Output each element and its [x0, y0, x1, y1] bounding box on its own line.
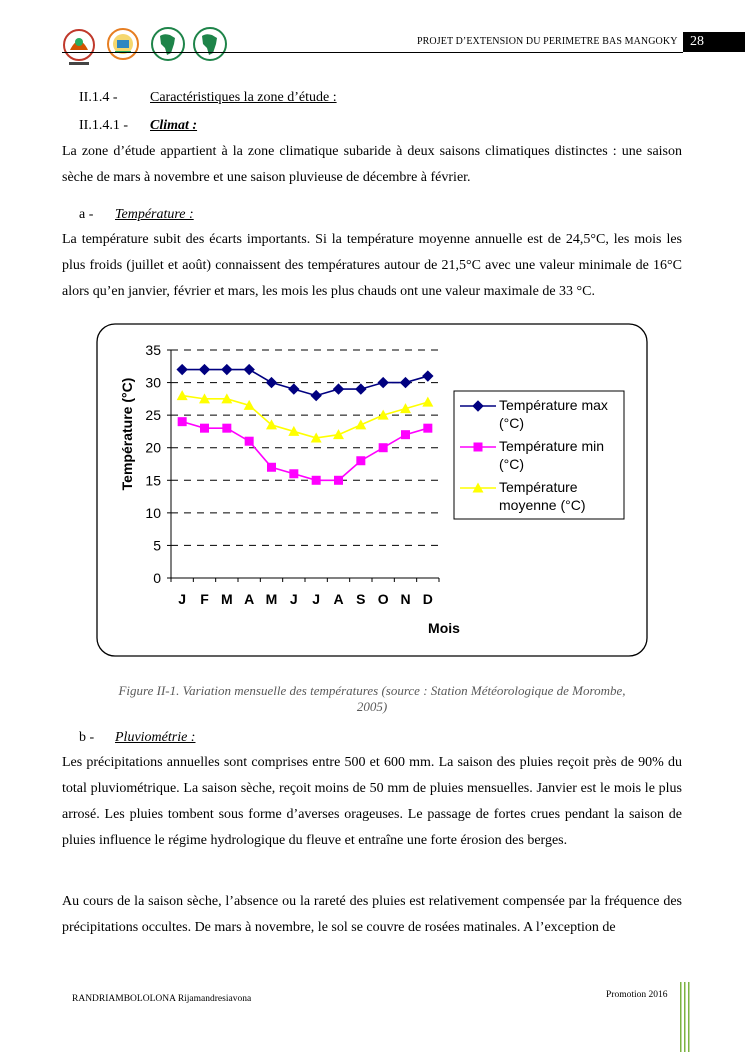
x-tick-label: M — [220, 591, 233, 607]
y-tick-label: 0 — [153, 570, 161, 586]
legend-label: moyenne (°C) — [499, 497, 586, 513]
data-point — [401, 430, 410, 439]
paragraph-saison-seche: Au cours de la saison sèche, l’absence ou la rareté des pluies est relativement compensée par la fréquence des précipitations occultes. De mars à novembre, le sol se couvre de rosées matinales. A l’exception de — [62, 894, 682, 935]
x-tick-label: A — [244, 591, 255, 607]
y-tick-label: 5 — [153, 537, 161, 554]
footer-promotion: Promotion 2016 — [606, 990, 668, 1000]
sub-a-heading — [79, 206, 194, 224]
x-tick-label: S — [356, 591, 366, 607]
header-title: PROJET D’EXTENSION DU PERIMETRE BAS MANGOKY — [417, 36, 678, 47]
x-tick-label: N — [400, 591, 411, 607]
sub-a-number: a - — [79, 207, 94, 222]
paragraph-pluviometrie: Les précipitations annuelles sont comprises entre 500 et 600 mm. La saison des pluies reçoit près de 90% du total pluviométrique. La saison sèche, reçoit moins de 50 mm de pluies mensuelles. Janvier est le mois le plus arrosé. Les pluies tombent sous forme d’averses orageuses. Le passage de fortes crues pendant la saison de pluies influence le régime hydrologique du fleuve et entraîne une forte érosion des berges. — [62, 755, 682, 848]
data-point — [312, 476, 321, 485]
y-tick-label: 25 — [145, 407, 161, 424]
paragraph-climat: La zone d’étude appartient à la zone climatique subaride à deux saisons climatiques distinctes : une saison sèche de mars à novembre et une saison pluvieuse de décembre à février. — [62, 144, 682, 185]
data-point — [200, 424, 209, 433]
legend-label: Température max — [499, 397, 608, 413]
x-tick-label: J — [312, 591, 321, 607]
figure-caption — [62, 683, 682, 715]
footer-decoration — [680, 982, 692, 1052]
x-tick-label: D — [422, 591, 433, 607]
afdb-logo — [150, 26, 186, 66]
y-tick-label: 20 — [145, 439, 161, 456]
page-number: 28 — [683, 32, 745, 52]
legend-label: Température — [499, 479, 578, 495]
x-tick-label: F — [200, 591, 209, 607]
sub-a-title: Température : — [115, 207, 194, 222]
legend-label: (°C) — [499, 456, 525, 472]
legend-label: Température min — [499, 438, 605, 454]
data-point — [178, 417, 187, 426]
header-rule — [62, 52, 683, 53]
sub-b-title: Pluviométrie : — [115, 730, 196, 745]
subsection-number: II.1.4.1 - — [79, 118, 128, 133]
caption-line-2: 2005) — [356, 699, 388, 714]
x-tick-label: M — [265, 591, 278, 607]
footer-author: RANDRIAMBOLOLONA Rijamandresiavona — [72, 994, 252, 1004]
data-point — [289, 469, 298, 478]
temperature-chart — [96, 323, 648, 657]
section-title: Caractéristiques la zone d’étude : — [150, 90, 337, 105]
legend-label: (°C) — [499, 415, 525, 431]
data-point — [356, 456, 365, 465]
section-number: II.1.4 - — [79, 90, 118, 105]
x-tick-label: O — [377, 591, 389, 607]
data-point — [245, 437, 254, 446]
y-tick-label: 15 — [145, 472, 161, 489]
x-axis-label: Mois — [428, 620, 460, 636]
x-tick-label: J — [178, 591, 187, 607]
subsection-heading — [79, 117, 197, 135]
y-tick-label: 35 — [145, 342, 161, 358]
caption-line-1: Figure II-1. Variation mensuelle des températures (source : Station Météorologique de Morombe, — [118, 683, 626, 698]
ministry-logo — [62, 26, 96, 68]
x-tick-label: A — [333, 591, 344, 607]
data-point — [267, 463, 276, 472]
sub-b-heading — [79, 729, 195, 747]
y-tick-label: 10 — [145, 504, 161, 521]
data-point — [379, 443, 388, 452]
paragraph-temperature: La température subit des écarts importants. Si la température moyenne annuelle est de 24,5°C, les mois les plus froids (juillet et août) connaissent des températures autour de 21,5°C avec une valeur minimale de 16°C alors qu’en janvier, février et mars, les mois les plus chauds ont une valeur maximale de 33 °C. — [62, 232, 682, 299]
data-point — [423, 424, 432, 433]
data-point — [222, 424, 231, 433]
legend-swatch-marker — [474, 443, 483, 452]
data-point — [334, 476, 343, 485]
section-heading — [79, 89, 337, 107]
y-axis-label: Température (°C) — [119, 377, 135, 491]
y-tick-label: 30 — [145, 374, 161, 391]
african-fund-logo — [192, 26, 228, 66]
project-logo — [106, 26, 140, 66]
sub-b-number: b - — [79, 730, 95, 745]
x-tick-label: J — [289, 591, 298, 607]
subsection-title: Climat : — [150, 118, 198, 133]
